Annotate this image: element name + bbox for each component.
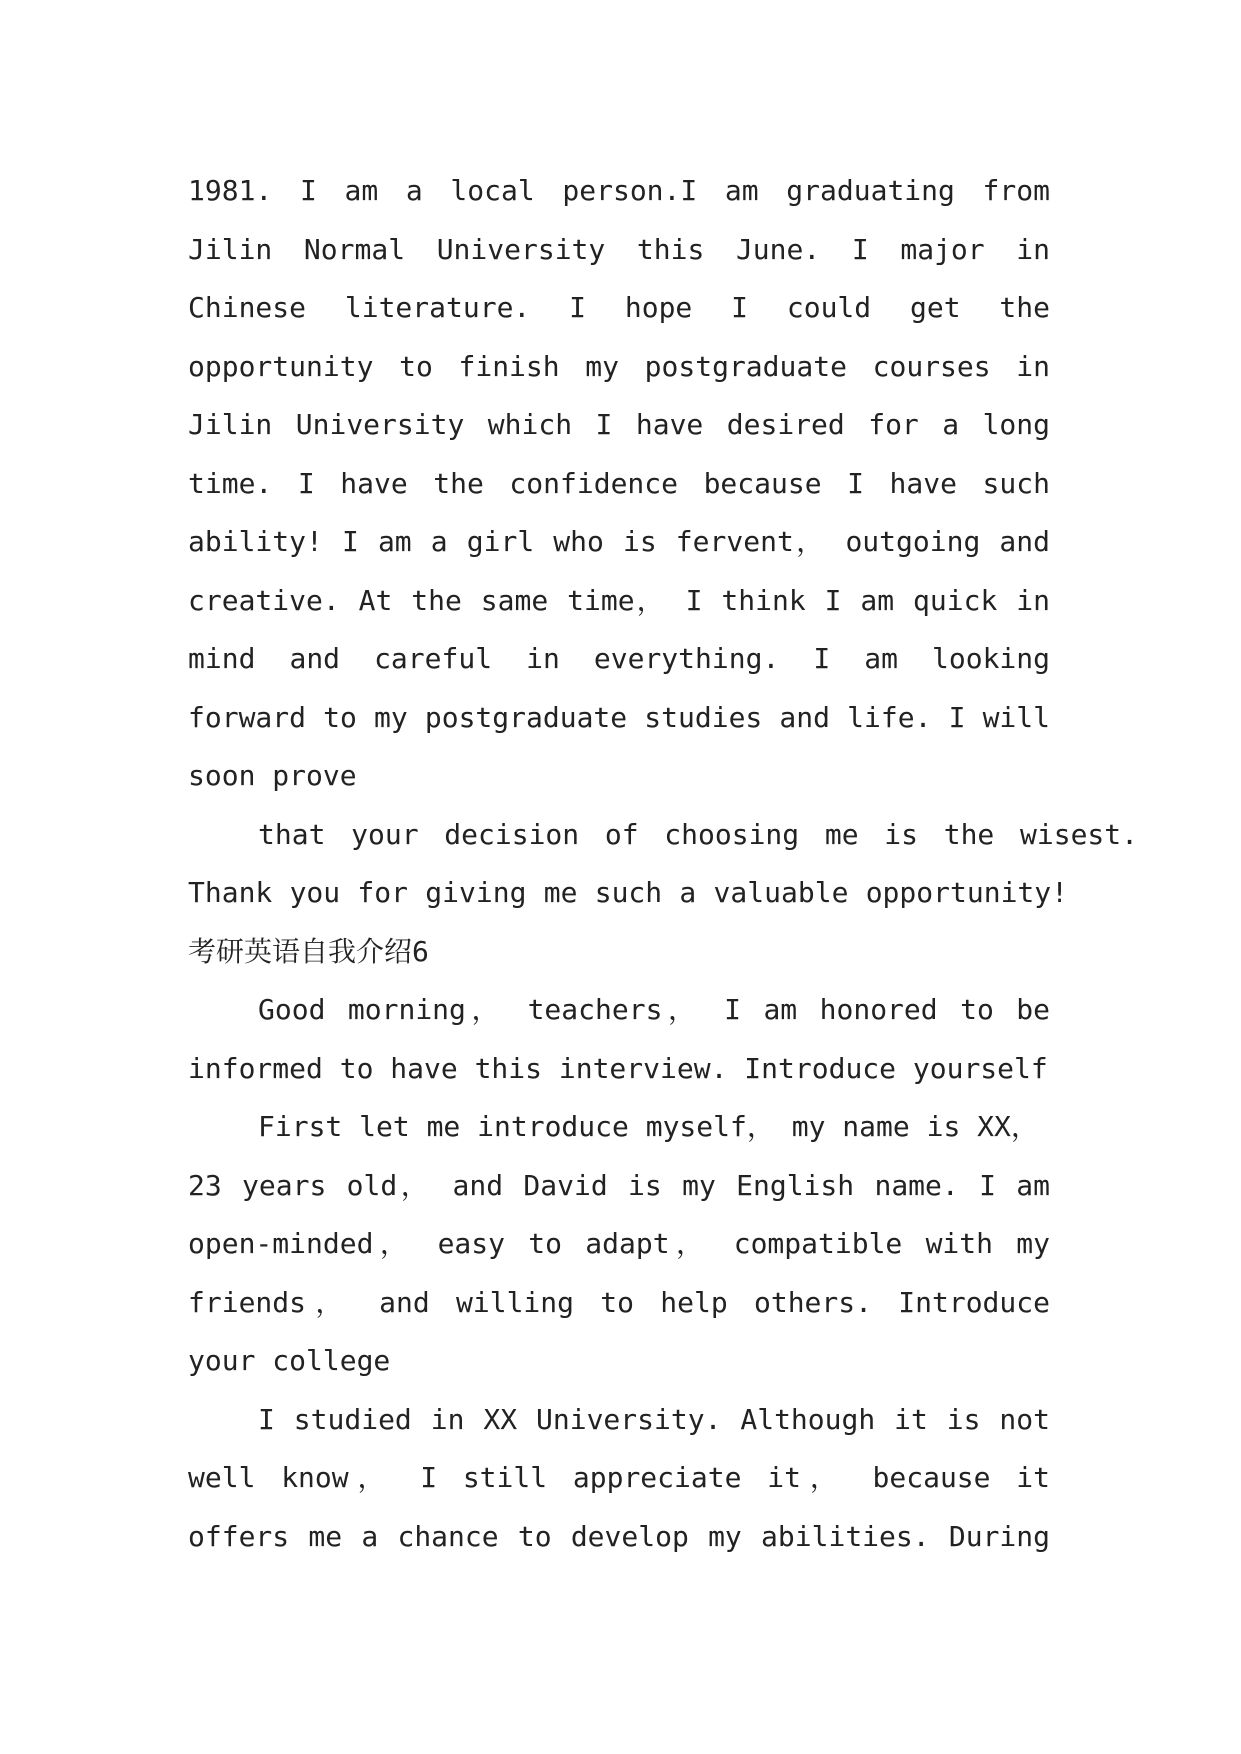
text-line: forward to my postgraduate studies and life. I will <box>188 700 1050 734</box>
text-line: creative. At the same time， I think I am quick in <box>188 583 1050 617</box>
text-line: 1981. I am a local person.I am graduating from <box>188 174 1050 207</box>
paragraph-start-line: that your decision of choosing me is the wisest. <box>258 817 1138 851</box>
text-line: Jilin Normal University this June. I major in <box>188 232 1050 266</box>
text-line: Jilin University which I have desired for a long <box>188 408 1050 441</box>
text-line: your college <box>188 1344 391 1377</box>
text-line: mind and careful in everything. I am looking <box>188 642 1050 675</box>
section-heading: 考研英语自我介绍6 <box>188 934 429 968</box>
text-line: 23 years old， and David is my English name. I am <box>188 1168 1050 1202</box>
document-body <box>188 162 1138 1566</box>
text-line: opportunity to finish my postgraduate courses in <box>188 349 1050 383</box>
text-line: friends， and willing to help others. Introduce <box>188 1285 1050 1319</box>
text-line: informed to have this interview. Introduce yourself <box>188 1051 1048 1085</box>
text-line: Chinese literature. I hope I could get the <box>188 291 1050 324</box>
text-line: open-minded， easy to adapt， compatible with my <box>188 1227 1050 1260</box>
text-line: time. I have the confidence because I have such <box>188 466 1050 500</box>
text-line: ability! I am a girl who is fervent， outgoing and <box>188 525 1050 558</box>
text-line: well know， I still appreciate it， because it <box>188 1461 1050 1494</box>
paragraph-start-line: First let me introduce myself， my name is XX， <box>258 1110 1039 1143</box>
text-line: soon prove <box>188 759 357 792</box>
paragraph-start-line: Good morning， teachers， I am honored to be <box>258 993 1050 1026</box>
text-line: offers me a chance to develop my abilities. During <box>188 1519 1050 1553</box>
text-line: Thank you for giving me such a valuable opportunity! <box>188 876 1068 909</box>
paragraph-start-line: I studied in XX University. Although it is not <box>258 1402 1050 1436</box>
